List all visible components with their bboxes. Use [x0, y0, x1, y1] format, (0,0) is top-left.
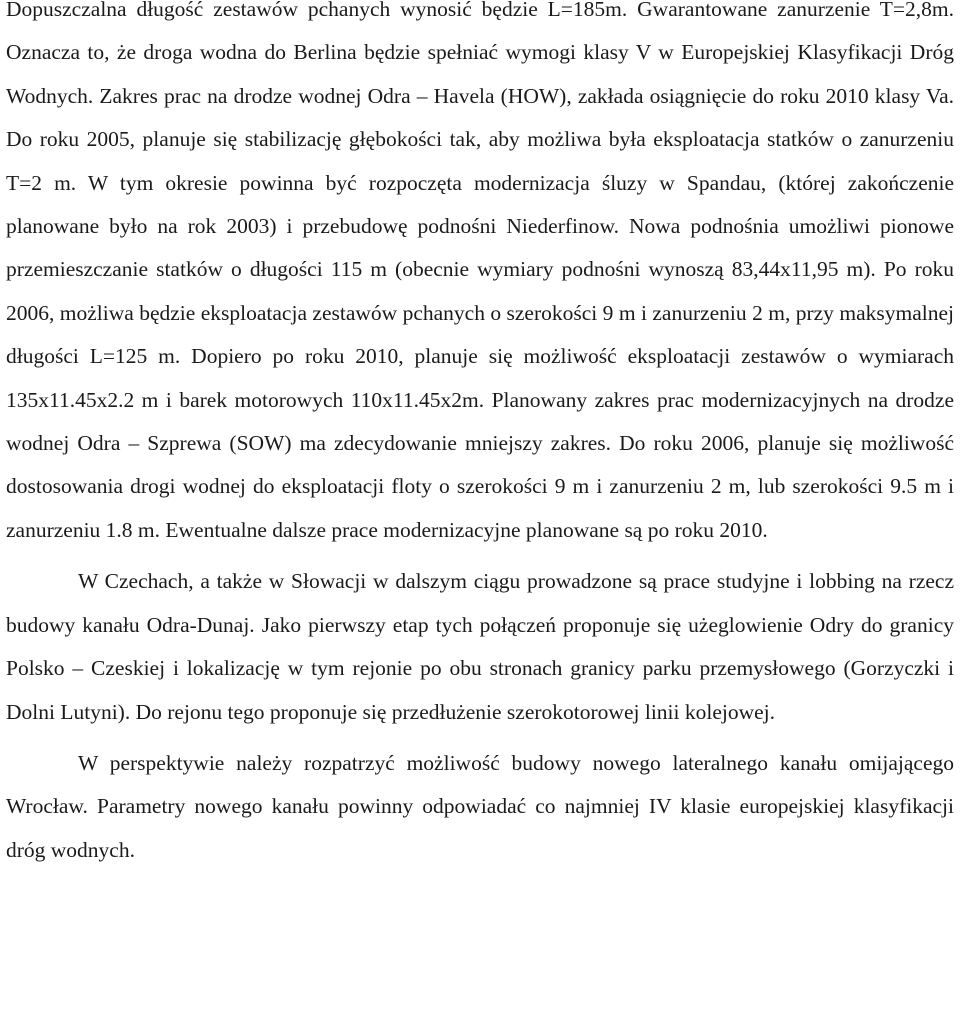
paragraph-czech-slovakia-canal: W Czechach, a także w Słowacji w dalszym ciągu prowadzone są prace studyjne i lobbing na rzecz budowy kanału Odra-Dunaj. Jako pierwszy etap tych połączeń proponuje się użeglowienie Odry do granicy Polsko – Czeskiej i lokalizację w tym rejonie po obu stronach granicy parku przemysłowego (Gorzyczki i Dolni Lutyni). Do rejonu tego proponuje się przedłużenie szerokotorowej linii kolejowej. [6, 569, 954, 724]
paragraph-wroclaw-canal: W perspektywie należy rozpatrzyć możliwość budowy nowego lateralnego kanału omijającego Wrocław. Parametry nowego kanału powinny odpowiadać co najmniej IV klasie europejskiej klasyfikacji dróg wodnych. [6, 750, 954, 862]
paragraph-waterway-requirements: Dopuszczalna długość zestawów pchanych wynosić będzie L=185m. Gwarantowane zanurzenie T=2,8m. Oznacza to, że droga wodna do Berlina będzie spełniać wymogi klasy V w Europejskiej Klasyfikacji Dróg Wodnych. Zakres prac na drodze wodnej Odra – Havela (HOW), zakłada osiągnięcie do roku 2010 klasy Va. Do roku 2005, planuje się stabilizację głębokości tak, aby możliwa była eksploatacja statków o zanurzeniu T=2 m. W tym okresie powinna być rozpoczęta modernizacja śluzy w Spandau, (której zakończenie planowane było na rok 2003) i przebudowę podnośni Niederfinow. Nowa podnośnia umożliwi pionowe przemieszczanie statków o długości 115 m (obecnie wymiary podnośni wynoszą 83,44x11,95 m). Po roku 2006, możliwa będzie eksploatacja zestawów pchanych o szerokości 9 m i zanurzeniu 2 m, przy maksymalnej długości L=125 m. Dopiero po roku 2010, planuje się możliwość eksploatacji zestawów o wymiarach 135x11.45x2.2 m i barek motorowych 110x11.45x2m. Planowany zakres prac modernizacyjnych na drodze wodnej Odra – Szprewa (SOW) ma zdecydowanie mniejszy zakres. Do roku 2006, planuje się możliwość dostosowania drogi wodnej do eksploatacji floty o szerokości 9 m i zanurzeniu 2 m, lub szerokości 9.5 m i zanurzeniu 1.8 m. Ewentualne dalsze prace modernizacyjne planowane są po roku 2010. [6, 0, 954, 542]
